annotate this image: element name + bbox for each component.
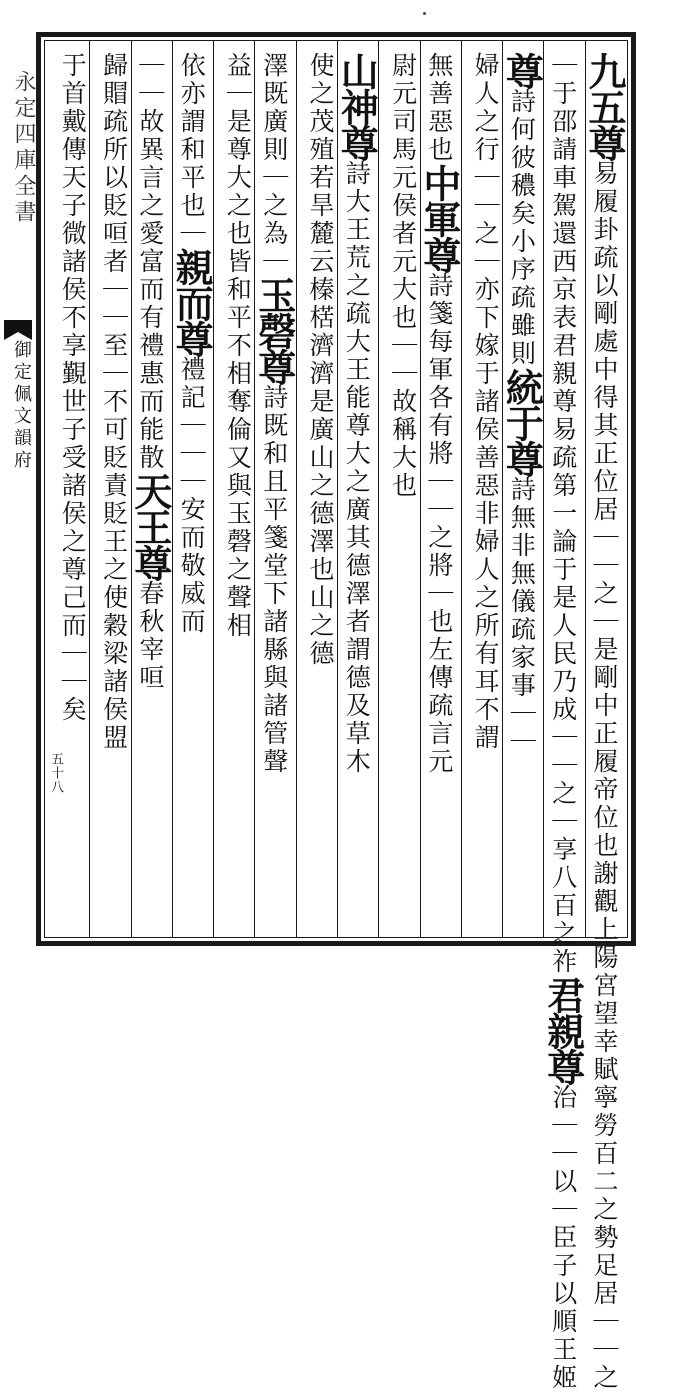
- headword: 九五尊: [581, 52, 627, 160]
- margin-header-fragment: 永定四庫全書: [11, 70, 36, 226]
- commentary-text: 澤既廣則｜之為｜: [259, 52, 289, 276]
- commentary-text: 詩大王荒之疏大王能尊大之廣其德澤者謂德及草木: [342, 160, 372, 776]
- page-number: 五十八: [48, 752, 63, 794]
- headword: 親而尊: [169, 248, 215, 356]
- column-rule: [296, 40, 297, 938]
- text-column-3: [499, 52, 545, 932]
- text-column-6: [380, 52, 417, 932]
- commentary-text: 于首戴傳天子微諸侯不享覲世子受諸侯之尊己而｜｜矣: [58, 52, 88, 724]
- column-rule: [585, 40, 586, 938]
- column-rule: [213, 40, 214, 938]
- commentary-text: 無善惡也: [424, 52, 454, 164]
- ink-speck: [423, 12, 426, 15]
- page-margin: [0, 30, 36, 930]
- column-rule: [89, 40, 90, 938]
- headword: 山神尊: [334, 52, 380, 160]
- commentary-text: ｜｜故異言之愛富而有禮惠而能散: [135, 52, 165, 472]
- column-rule: [502, 40, 503, 938]
- commentary-text: 禮記｜｜｜安而敬威而: [177, 356, 207, 636]
- headword: 統于尊: [499, 368, 545, 476]
- commentary-text: 依亦謂和平也｜: [177, 52, 207, 248]
- text-column-9: [251, 52, 297, 932]
- column-rule: [254, 40, 255, 938]
- commentary-text: 詩無非無儀疏家事｜｜: [507, 476, 537, 756]
- text-column-8: [298, 52, 335, 932]
- commentary-text: 詩箋每軍各有將｜｜之將｜也左傳疏言元: [424, 272, 454, 776]
- commentary-text: 詩何彼穠矣小序疏雖則: [507, 88, 537, 368]
- commentary-text: 尉元司馬元侯者元大也｜｜故稱大也: [388, 52, 418, 500]
- headword: 中軍尊: [416, 164, 462, 272]
- commentary-text: 益｜是尊大之也皆和平不相奪倫又與玉磬之聲相: [223, 52, 253, 640]
- commentary-text: 使之茂殖若旱麓云榛楛濟濟是廣山之德澤也山之德: [305, 52, 335, 668]
- text-column-11: [169, 52, 215, 932]
- commentary-text: 易履卦疏以剛處中得其正位居｜｜之｜是剛中正履帝位也謝觀上陽宮望幸賦寧勞百二之勢足居｜｜之: [589, 160, 619, 1392]
- column-rule: [131, 40, 132, 938]
- column-rule: [378, 40, 379, 938]
- text-column-10: [215, 52, 252, 932]
- headword: 尊: [499, 52, 545, 88]
- text-column-1: [581, 52, 627, 1392]
- text-column-2: [540, 52, 586, 1392]
- text-column-5: [416, 52, 462, 932]
- headword: 君親尊: [540, 976, 586, 1084]
- commentary-text: ｜于邵請車駕還西京表君親尊易疏第一論于是人民乃成｜｜之｜享八百之祚: [548, 52, 578, 976]
- text-column-13: [91, 52, 128, 932]
- commentary-text: 歸賵疏所以貶咺者｜｜至｜不可貶責貶王之使穀梁諸侯盟: [99, 52, 129, 752]
- fishtail-mark-icon: [4, 320, 32, 340]
- text-column-7: [334, 52, 380, 932]
- column-rule: [420, 40, 421, 938]
- headword: 玉磬尊: [251, 276, 297, 384]
- column-rule: [337, 40, 338, 938]
- column-rule: [543, 40, 544, 938]
- commentary-text: 春秋宰咺: [135, 580, 165, 692]
- text-column-4: [463, 52, 500, 932]
- commentary-text: 詩既和且平箋堂下諸縣與諸管聲: [259, 384, 289, 776]
- headword: 天王尊: [127, 472, 173, 580]
- book-title: 御定佩文韻府: [11, 340, 32, 472]
- commentary-text: 治｜｜以｜臣子以順王姬: [548, 1084, 578, 1392]
- text-column-14: [50, 52, 87, 932]
- text-column-12: [127, 52, 173, 932]
- commentary-text: 婦人之行｜｜之｜亦下嫁于諸侯善惡非婦人之所有耳不謂: [471, 52, 501, 752]
